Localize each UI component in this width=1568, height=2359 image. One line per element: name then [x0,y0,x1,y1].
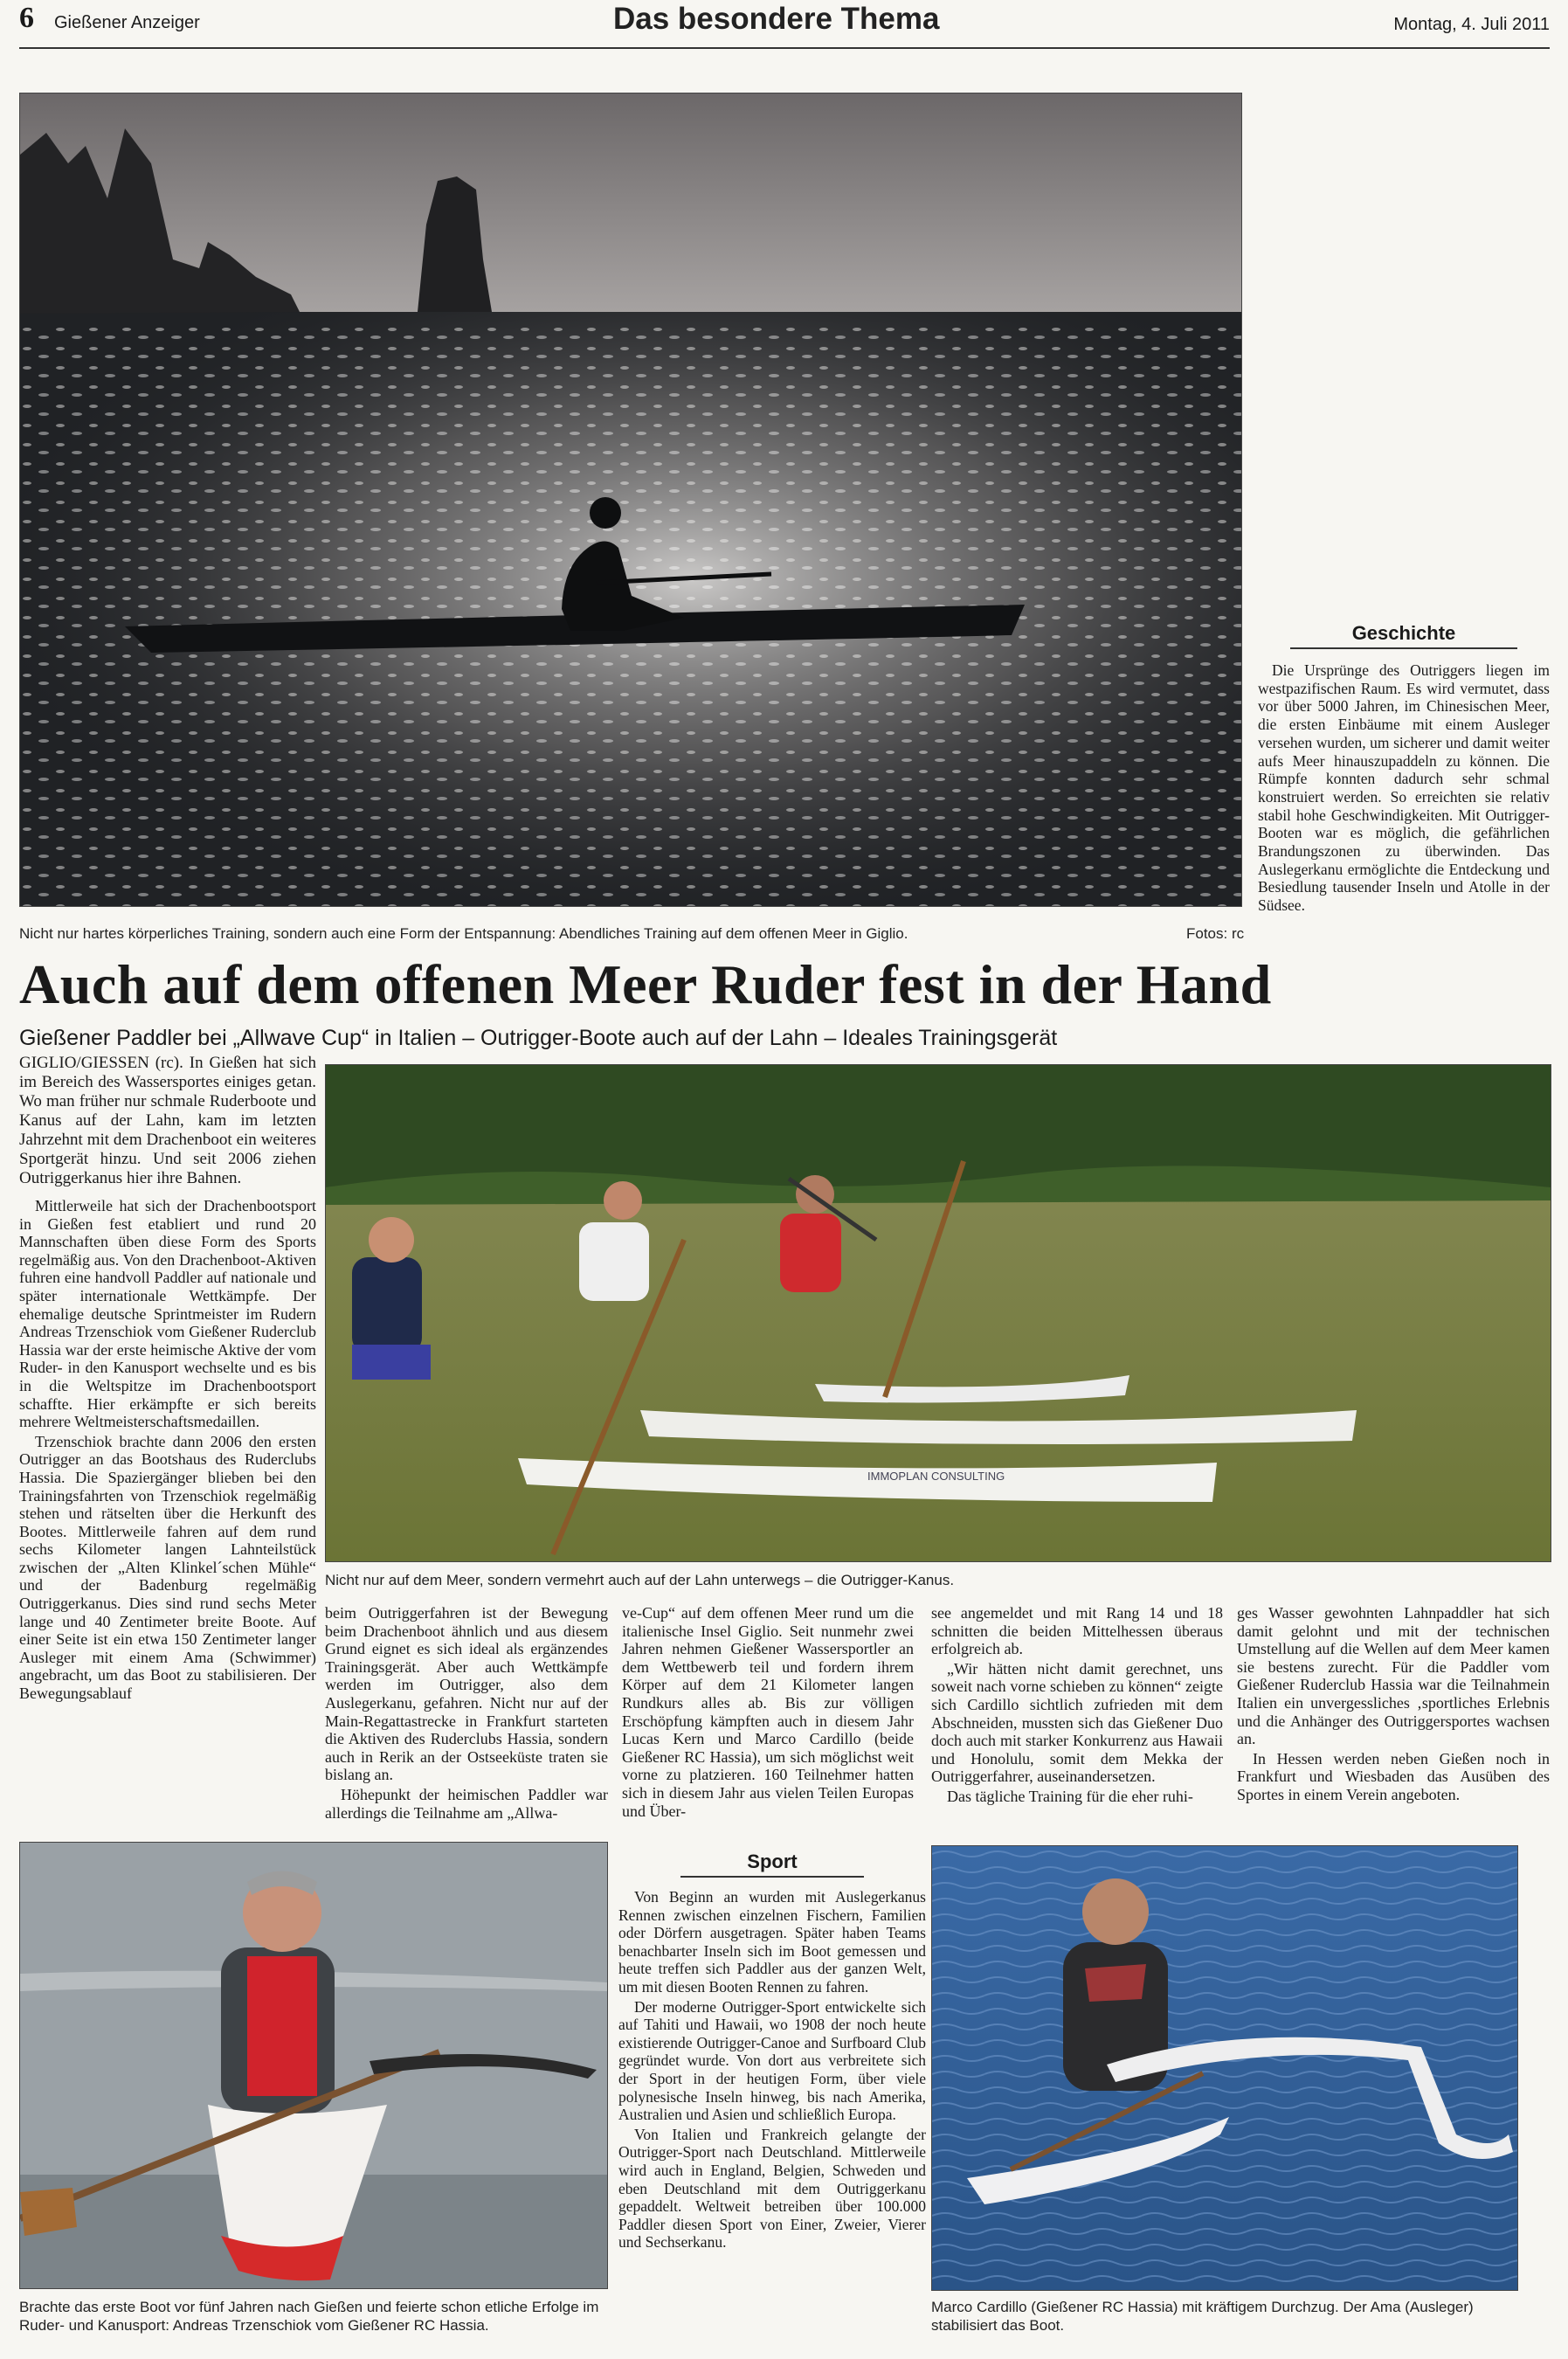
geschichte-title: Geschichte [1290,622,1517,649]
article-paragraph: Trzenschiok brachte dann 2006 den ersten Outrigger an das Bootshaus des Ruderclubs Hassia. Die Spaziergänger blieben bei den Trainingsfahrten von Trzenschiok regelmäßig stehen und rätselten über die Herkunft des Bootes. Mittlerweile fahren auf dem rund sechs Kilometer langen Lahnteilstück zwischen der „Alten Klinkel´schen Mühle“ und der Badenburg regelmäßig Outriggerkanus. Dies sind rund sechs Meter lange und 40 Zentimeter breite Boote. Auf einer Seite ist ein etwa 150 Zentimeter langer Ausleger mit einem Ama (Schwimmer) angebracht, um das Boot zu stabilisieren. Der Bewegungsablauf [19,1432,316,1703]
trzenschiok-photo [19,1842,608,2289]
lahn-photo-caption: Nicht nur auf dem Meer, sondern vermehrt auch auf der Lahn unterwegs – die Outrigger-Kanus. [325,1572,955,1588]
page-number: 6 [19,2,34,34]
article-paragraph: GIGLIO/GIESSEN (rc). In Gießen hat sich im Bereich des Wassersportes einiges getan. Wo man früher nur schmale Ruderboote und Kanus auf der Lahn, kam im letzten Jahrzehnt mit dem Drachenboot ein weiteres Sportgerät hinzu. Und seit 2006 ziehen Outriggerkanus hier ihre Bahnen. [19,1054,316,1187]
top-photo [19,93,1242,907]
sport-box [618,1851,926,2253]
sport-paragraph: Von Beginn an wurden mit Auslegerkanus Rennen zwischen einzelnen Fischern, Familien oder Dörfern ausgetragen. Später haben Teams benachbarter Inseln sich im Boot gemessen und heute treffen sich Paddler aus der ganzen Welt, um mit diesen Booten Rennen zu fahren. [618,1888,926,1996]
geschichte-box [1258,622,1550,915]
red-kayak-image [20,1843,607,2288]
sport-paragraph: Der moderne Outrigger-Sport entwickelte sich auf Tahiti und Hawaii, wo 1908 der noch heute existierende Outrigger-Canoe and Surfboard Club gegründet wurde. Von dort aus verbreitete sich der Sport in der heutigen Form, über viele polynesische Inseln hinweg, bis nach Amerika, Australien und Asien und schließlich Europa. [618,1997,926,2124]
article-subheadline: Gießener Paddler bei „Allwave Cup“ in Italien – Outrigger-Boote auch auf der Lahn – Ideales Trainingsgerät [19,1026,1058,1050]
article-paragraph: „Wir hätten nicht damit gerechnet, uns soweit nach vorne schieben zu können“ zeigte sich Cardillo sichtlich zufrieden mit dem Abschneiden, mussten sich das Gießener Duo doch auch mit starker Konkurrenz aus Hawaii und Honolulu, somit dem Mekka der Outriggerfahrer, auseinandersetzen. [931,1659,1223,1786]
page-header [19,0,1550,49]
blue-sea-outrigger-image [932,1846,1517,2290]
article-paragraph: beim Outriggerfahren ist der Bewegung beim Drachenboot ähnlich und aus diesem Grund eignet es sich ideal als ergänzendes Trainingsgerät. Aber auch Wettkämpfe werden im Outrigger, also dem Auslegerkanu, gefahren. Nicht nur auf der Main-Regattastrecke in Frankfurt starteten die Aktiven des Ruderclubs Hassia, sondern auch in Rerik an der Ostseeküste traten sie bislang an. [325,1604,608,1784]
article-paragraph: In Hessen werden neben Gießen noch in Frankfurt und Wiesbaden das Ausüben des Sportes in einem Verein angeboten. [1237,1749,1550,1803]
article-paragraph: ve-Cup“ auf dem offenen Meer rund um die italienische Insel Giglio. Seit nunmehr zwei Jahren nehmen Gießener Wassersportler an dem Wettbewerb teil und fordern ihrem Körper auf dem 21 Kilometer langen Rundkurs alles ab. Bis zur völligen Erschöpfung kämpften auch in diesem Jahr Lucas Kern und Marco Cardillo (beide Gießener RC Hassia), um sich möglichst weit vorne zu platzieren. 160 Teilnehmer hatten sich in diesem Jahr aus vielen Teilen Europas und Über- [622,1604,914,1820]
article-column-4 [931,1604,1223,1808]
section-title: Das besondere Thema [613,2,940,36]
article-column-1 [19,1054,316,1705]
article-column-3 [622,1604,914,1822]
article-column-5 [1237,1604,1550,1806]
cardillo-photo [931,1845,1518,2291]
sport-paragraph: Von Italien und Frankreich gelangte der Outrigger-Sport nach Deutschland. Mittlerweile wird auch in England, Belgien, Schweden und eben Deutschland mit dem Outriggerkanu gepaddelt. Weltweit betreiben über 100.000 Paddler diesen Sport von Einer, Zweier, Vierer und Sechserkanu. [618,2125,926,2252]
cardillo-caption: Marco Cardillo (Gießener RC Hassia) mit kräftigem Durchzug. Der Ama (Ausleger) stabilisiert das Boot. [931,2299,1474,2334]
boat-text: IMMOPLAN CONSULTING [867,1470,1005,1483]
sunset-paddler-image [20,93,1241,906]
article-paragraph: Mittlerweile hat sich der Drachenbootsport in Gießen fest etabliert und rund 20 Mannschaften üben diese Form des Sports regelmäßig aus. Von den Drachenboot-Aktiven fuhren eine handvoll Paddler auf nationale und später internationale Wettkämpfe. Der ehemalige deutsche Sprintmeister im Rudern Andreas Trzenschiok vom Gießener Ruderclub Hassia war der erste heimische Aktive der vom Ruder- in den Kanusport wechselte und es bis in die Weltspitze im Drachenbootsport schaffte. Hier erkämpfte er sich bereits mehrere Weltmeisterschaftsmedaillen. [19,1197,316,1431]
sport-title: Sport [680,1851,864,1878]
trzenschiok-caption: Brachte das erste Boot vor fünf Jahren nach Gießen und feierte schon etliche Erfolge im Ruder- und Kanusport: Andreas Trzenschiok vom Gießener RC Hassia. [19,2299,599,2334]
issue-date: Montag, 4. Juli 2011 [1393,15,1550,34]
article-paragraph: see angemeldet und mit Rang 14 und 18 schnitten die beiden Mittelhessen überaus erfolgreich ab. [931,1604,1223,1658]
photo-credit: Fotos: rc [1186,925,1245,942]
top-photo-caption: Nicht nur hartes körperliches Training, sondern auch eine Form der Entspannung: Abendliches Training auf dem offenen Meer in Giglio. [19,925,908,942]
article-paragraph: Das tägliche Training für die eher ruhi- [947,1787,1193,1805]
article-paragraph: ges Wasser gewohnten Lahnpaddler hat sich damit gelohnt und mit der technischen Umstellung auf die Wellen auf dem Meer kamen sie bestens zurecht. Für die Paddler vom Gießener Ruderclub Hassia war die Teilnahmein Italien ein unvergessliches ‚sportliches Erlebnis und die Anhänger des Outriggersportes wachsen an. [1237,1604,1550,1748]
lahn-photo [325,1064,1551,1562]
publication-name: Gießener Anzeiger [54,13,200,32]
geschichte-text: Die Ursprünge des Outriggers liegen im westpazifischen Raum. Es wird vermutet, dass vor über 5000 Jahren, im Chinesischen Meer, die ersten Einbäume mit einem Ausleger versehen wurden, um sicherer und damit weiter aufs Meer hinauszupaddeln zu können. Die Rümpfe konnten dadurch sehr schmal konstruiert werden. So erreichten sie relativ stabil hohe Geschwindigkeiten. Mit Outrigger-Booten war es möglich, die gefährlichen Brandungszonen zu überwinden. Das Auslegerkanu ermöglichte die Entdeckung und Besiedlung tausender Inseln und Atolle in der Südsee. [1258,661,1550,915]
lahn-outrigger-image [326,1065,1551,1561]
article-headline: Auch auf dem offenen Meer Ruder fest in der Hand [19,953,1272,1015]
sport-text [618,1888,926,2252]
article-column-2 [325,1604,608,1823]
article-paragraph: Höhepunkt der heimischen Paddler war allerdings die Teilnahme am „Allwa- [325,1785,608,1822]
